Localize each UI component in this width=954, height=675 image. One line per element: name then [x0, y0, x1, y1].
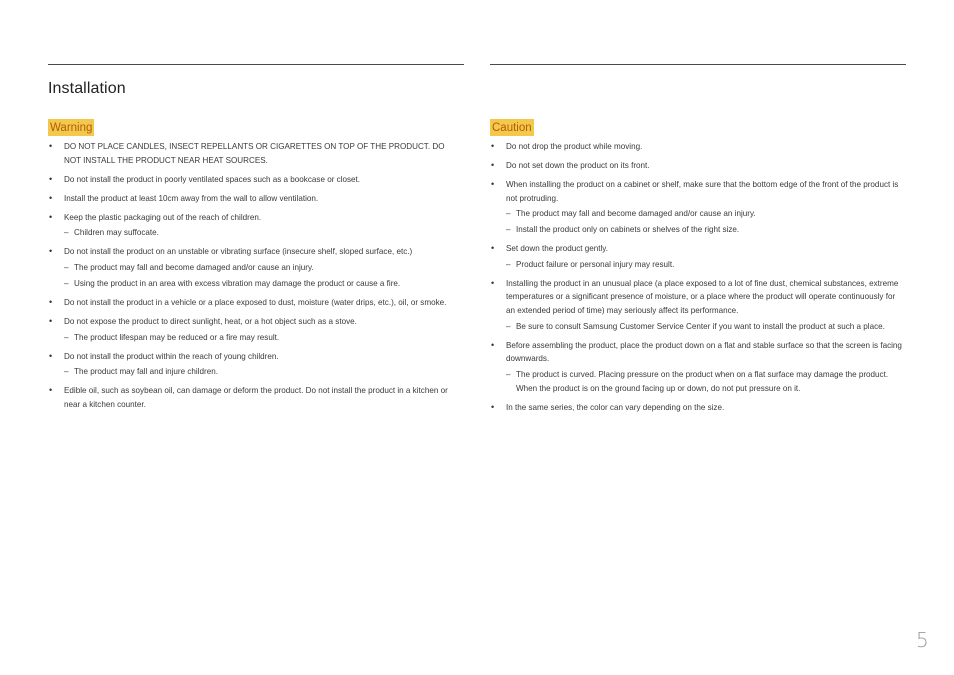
warning-list-item [48, 211, 460, 240]
caution-item-text: Set down the product gently. [506, 244, 608, 254]
caution-item-text: Do not drop the product while moving. [506, 142, 643, 151]
caution-item-text: Before assembling the product, place the product down on a flat and stable surface so that the screen is facing downwards. [506, 340, 902, 364]
warning-sub-item: – Using the product in an area with excess vibration may damage the product or cause a fire. [64, 277, 460, 291]
warning-sub-item: – The product may fall and injure children. [64, 365, 460, 379]
caution-sub-list [506, 320, 906, 334]
warning-list-item [48, 296, 460, 310]
section-rule-left [48, 64, 464, 65]
warning-list-item [48, 192, 460, 206]
warning-item-text: Install the product at least 10cm away from the wall to allow ventilation. [64, 193, 319, 203]
caution-list-item [490, 401, 906, 415]
warning-item-text: Do not expose the product to direct sunlight, heat, or a hot object such as a stove. [64, 316, 357, 326]
warning-sub-list [64, 331, 460, 345]
caution-sub-list [506, 207, 906, 236]
warning-list-item [48, 140, 460, 167]
warning-list [48, 140, 460, 412]
caution-sub-item: – Product failure or personal injury may result. [506, 258, 906, 272]
caution-list-item [490, 178, 906, 237]
warning-sub-list [64, 365, 460, 379]
caution-item-text: When installing the product on a cabinet or shelf, make sure that the bottom edge of the front of the product is not protruding. [506, 179, 899, 203]
warning-item-text: DO NOT PLACE CANDLES, INSECT REPELLANTS OR CIGARETTES ON TOP OF THE PRODUCT. DO NOT INSTALL THE PRODUCT NEAR HEAT SOURCES. [64, 142, 445, 165]
caution-item-text: Installing the product in an unusual place (a place exposed to a lot of fine dust, chemical substances, extreme temperatures or a significant presence of moisture, or a place where the product will operate continuously for an extended period of time) may seriously affect its performance. [506, 278, 899, 316]
warning-item-text: Do not install the product in a vehicle or a place exposed to dust, moisture (water drips, etc.), oil, or smoke. [64, 297, 447, 307]
warning-sub-item: – The product may fall and become damaged and/or cause an injury. [64, 261, 460, 275]
page-title: Installation [48, 80, 126, 97]
warning-label: Warning [48, 119, 94, 136]
caution-list [490, 140, 906, 414]
warning-list-item [48, 173, 460, 187]
warning-list-item [48, 245, 460, 290]
warning-list-item [48, 384, 460, 411]
caution-section [490, 118, 906, 414]
caution-list-item [490, 159, 906, 173]
caution-sub-item: – Be sure to consult Samsung Customer Service Center if you want to install the product at such a place. [506, 320, 906, 334]
warning-section [48, 118, 460, 412]
caution-sub-list [506, 258, 906, 272]
warning-item-text: Edible oil, such as soybean oil, can damage or deform the product. Do not install the product in a kitchen or near a kitchen counter. [64, 386, 448, 409]
warning-sub-list [64, 261, 460, 290]
warning-list-item [48, 350, 460, 379]
caution-label: Caution [490, 119, 534, 136]
warning-sub-item: – Children may suffocate. [64, 226, 460, 240]
caution-list-item [490, 339, 906, 396]
caution-item-text: Do not set down the product on its front. [506, 160, 650, 170]
caution-list-item [490, 140, 906, 154]
caution-item-text: In the same series, the color can vary depending on the size. [506, 402, 725, 412]
caution-sub-item: – The product may fall and become damaged and/or cause an injury. [506, 207, 906, 221]
caution-list-item [490, 242, 906, 271]
warning-item-text: Do not install the product on an unstable or vibrating surface (insecure shelf, sloped surface, etc.) [64, 247, 413, 257]
caution-list-item [490, 277, 906, 334]
caution-sub-list [506, 368, 906, 395]
section-rule-right [490, 64, 906, 65]
warning-item-text: Do not install the product within the reach of young children. [64, 351, 279, 361]
warning-sub-list [64, 226, 460, 240]
caution-sub-item: – The product is curved. Placing pressure on the product when on a flat surface may damage the product. When the product is on the ground facing up or down, do not put pressure on it. [506, 368, 906, 395]
caution-sub-item: – Install the product only on cabinets or shelves of the right size. [506, 223, 906, 237]
page-number: 5 [916, 628, 929, 652]
warning-sub-item: – The product lifespan may be reduced or a fire may result. [64, 331, 460, 345]
warning-item-text: Keep the plastic packaging out of the reach of children. [64, 212, 262, 222]
warning-list-item [48, 315, 460, 344]
warning-item-text: Do not install the product in poorly ventilated spaces such as a bookcase or closet. [64, 174, 361, 184]
